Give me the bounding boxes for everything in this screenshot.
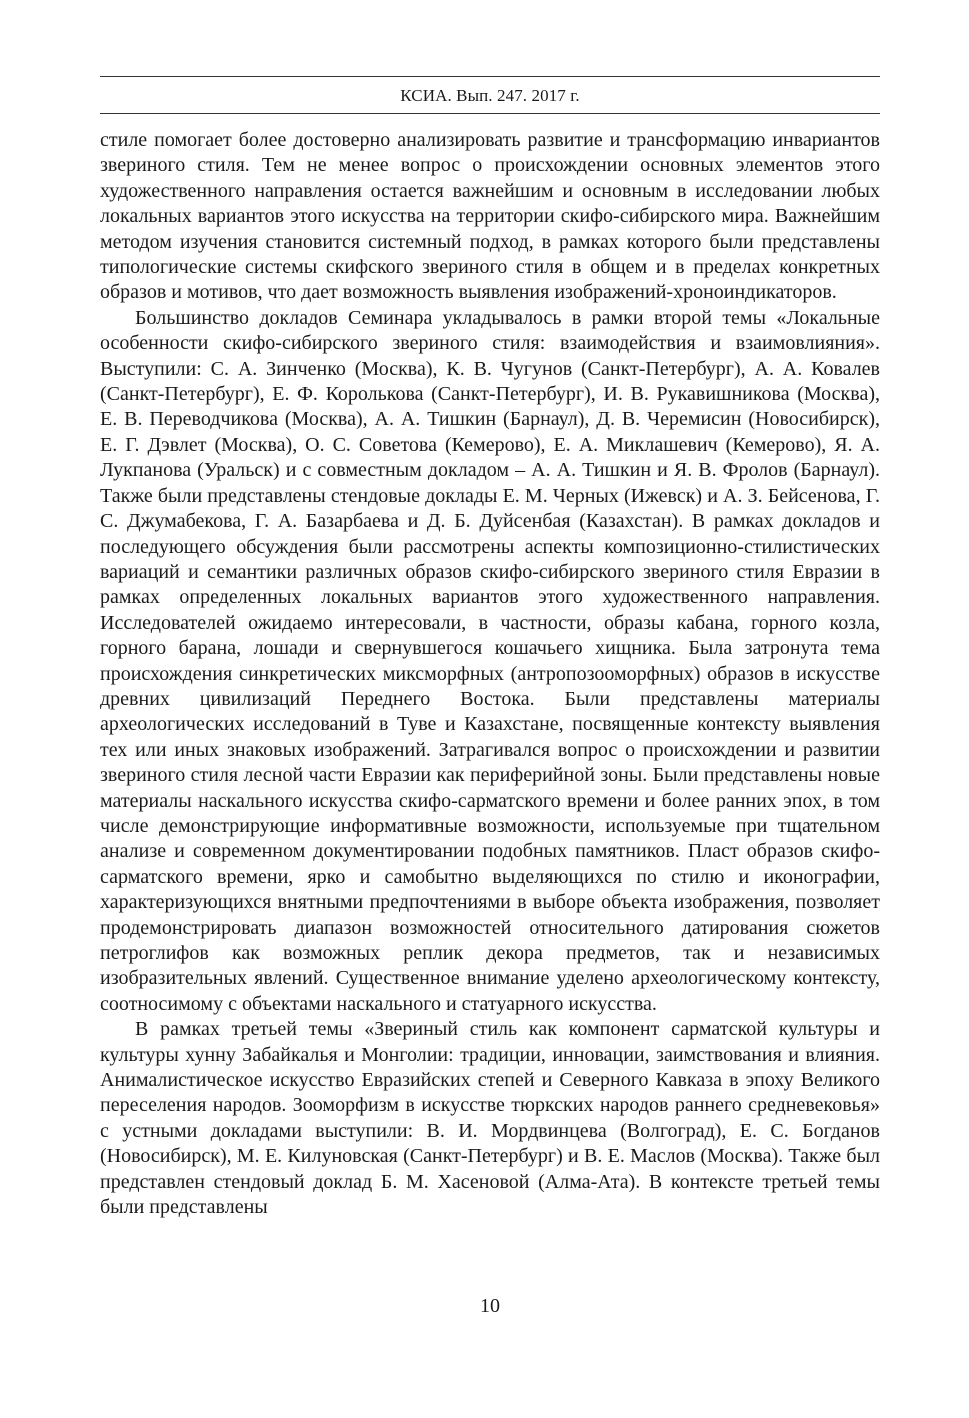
page-number: 10 (480, 1295, 500, 1317)
header-rule (100, 113, 880, 114)
paragraph-continuation: стиле помогает более достоверно анализировать развитие и трансформацию инвариантов звериного стиля. Тем не менее вопрос о происхождении основных элементов этого художественного направления остается важнейшим и основным в исследовании любых локальных вариантов этого искусства на территории скифо-сибирского мира. Важнейшим методом изучения становится системный подход, в рамках которого были представлены типологические системы скифского звериного стиля в общем и в пределах конкретных образов и мотивов, что дает возможность выявления изображений-хроноиндикаторов. (100, 129, 880, 304)
body-text (100, 128, 880, 1220)
paragraph-third-theme: В рамках третьей темы «Звериный стиль как компонент сарматской культуры и культуры хунну Забайкалья и Монголии: традиции, инновации, заимствования и влияния. Анималистическое искусство Евразийских степей и Северного Кавказа в эпоху Великого переселения народов. Зооморфизм в искусстве тюркских народов раннего средневековья» с устными докладами выступили: В. И. Мордвинцева (Волгоград), Е. С. Богданов (Новосибирск), М. Е. Килуновская (Санкт-Петербург) и В. Е. Маслов (Москва). Также был представлен стендовый доклад Б. М. Хасеновой (Алма-Ата). В контексте третьей темы были представлены (100, 1018, 880, 1219)
paragraph-second-theme: Большинство докладов Семинара укладывалось в рамки второй темы «Локальные особенности скифо-сибирского звериного стиля: взаимодействия и взаимовлияния». Выступили: С. А. Зинченко (Москва), К. В. Чугунов (Санкт-Петербург), А. А. Ковалев (Санкт-Петербург), Е. Ф. Королькова (Санкт-Петербург), И. В. Рукавишникова (Москва), Е. В. Переводчикова (Москва), А. А. Тишкин (Барнаул), Д. В. Черемисин (Новосибирск), Е. Г. Дэвлет (Москва), О. С. Советова (Кемерово), Е. А. Миклашевич (Кемерово), Я. А. Лукпанова (Уральск) и с совместным докладом – А. А. Тишкин и Я. В. Фролов (Барнаул). Также были представлены стендовые доклады Е. М. Черных (Ижевск) и А. З. Бейсенова, Г. С. Джумабекова, Г. А. Базарбаева и Д. Б. Дуйсенбая (Казахстан). В рамках докладов и последующего обсуждения были рассмотрены аспекты композиционно-стилистических вариаций и семантики различных образов скифо-сибирского звериного стиля Евразии в рамках определенных локальных вариантов этого художественного направления. Исследователей ожидаемо интересовали, в частности, образы кабана, горного козла, горного барана, лошади и свернувшегося кошачьего хищника. Была затронута тема происхождения синкретических миксморфных (антропозооморфных) образов в искусстве древних цивилизаций Переднего Востока. Были представлены материалы археологических исследований в Туве и Казахстане, посвященные контексту выявления тех или иных знаковых изображений. Затрагивался вопрос о происхождении и развитии звериного стиля лесной части Евразии как периферийной зоны. Были представлены новые материалы наскального искусства скифо-сарматского времени и более ранних эпох, в том числе демонстрирующие информативные возможности, используемые при тщательном анализе и современном документировании подобных памятников. Пласт образов скифо-сарматского времени, ярко и самобытно выделяющихся по стилю и иконографии, характеризующихся внятными предпочтениями в выборе объекта изображения, позволяет продемонстрировать диапазон возможностей относительного датирования сюжетов петроглифов как возможных реплик декора предметов, так и независимых изобразительных явлений. Существенное внимание уделено археологическому контексту, соотносимому с объектами наскального и статуарного искусства. (100, 306, 880, 1015)
running-head: КСИА. Вып. 247. 2017 г. (400, 86, 580, 105)
top-rule (100, 76, 880, 77)
